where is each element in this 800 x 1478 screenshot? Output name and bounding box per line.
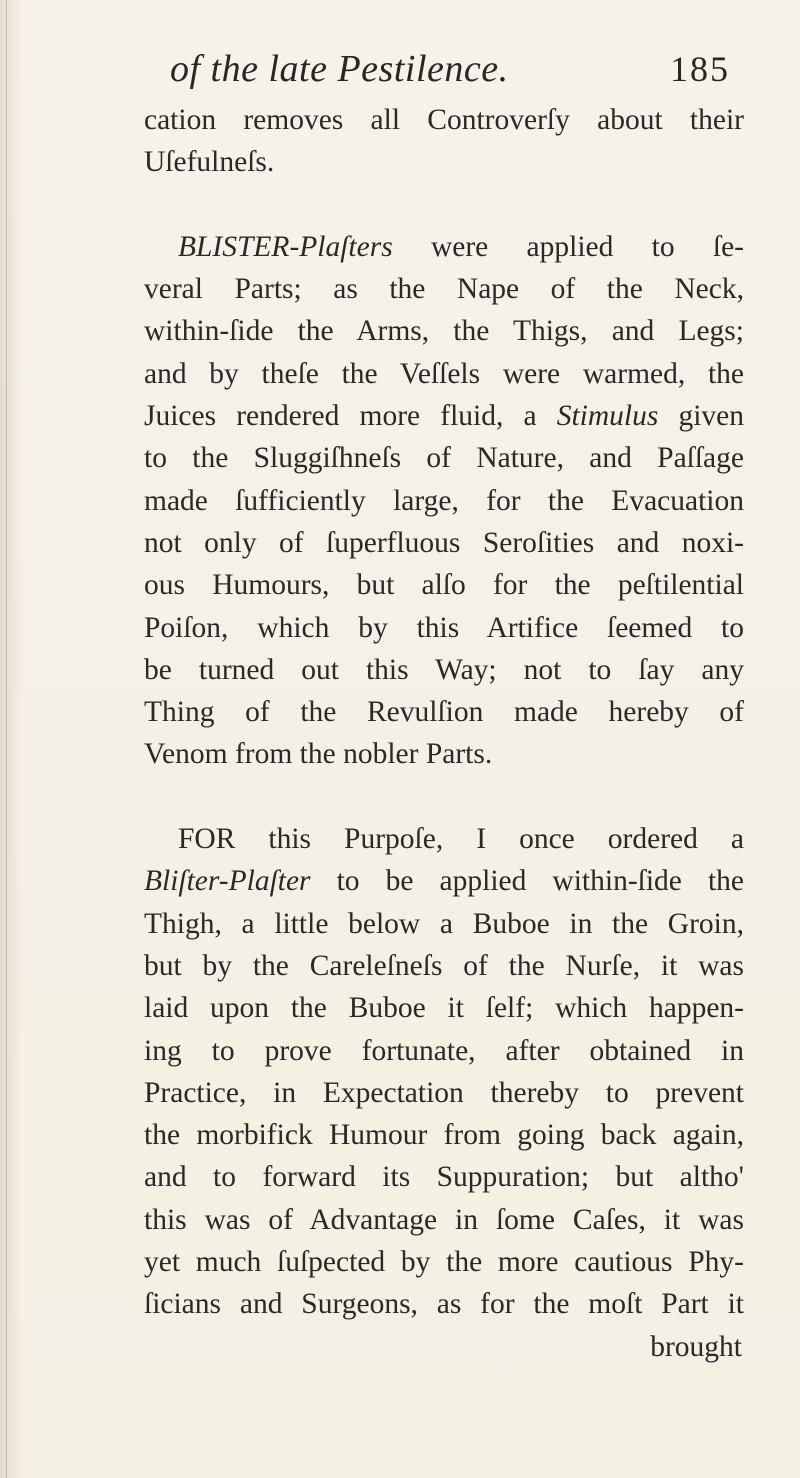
text-line: and to forward its Suppuration; but altho' bbox=[144, 1161, 744, 1194]
text-line: cation removes all Controverſy about their bbox=[144, 104, 744, 136]
page-number: 185 bbox=[670, 49, 730, 89]
binding-edge bbox=[6, 0, 7, 1478]
text-line: Thigh, a little below a Buboe in the Groin, bbox=[144, 907, 744, 940]
text-line: not only of ſuperfluous Seroſities and noxi- bbox=[144, 526, 744, 559]
text-line: and by theſe the Veſſels were warmed, the bbox=[144, 357, 744, 390]
text-line: Venom from the nobler Parts. bbox=[144, 738, 493, 771]
text-line: laid upon the Buboe it ſelf; which happen- bbox=[144, 992, 744, 1025]
text-line: yet much ſuſpected by the more cautious Phy- bbox=[144, 1246, 744, 1279]
text-line: Bliſter-Plaſter to be applied within-ſide the bbox=[144, 865, 744, 898]
italic-term: Stimulus bbox=[556, 400, 659, 433]
text-line: but by the Careleſneſs of the Nurſe, it was bbox=[144, 949, 744, 982]
text-line: Thing of the Revulſion made hereby of bbox=[144, 696, 744, 729]
text-line: to the Sluggiſhneſs of Nature, and Paſſage bbox=[144, 442, 744, 475]
body-text bbox=[144, 99, 744, 1368]
text-line: this was of Advantage in ſome Caſes, it was bbox=[144, 1203, 744, 1236]
text-line: be turned out this Way; not to ſay any bbox=[144, 653, 744, 686]
text-line: Practice, in Expectation thereby to prevent bbox=[144, 1076, 744, 1109]
text-line: made ſufficiently large, for the Evacuation bbox=[144, 484, 744, 517]
catchword: brought bbox=[650, 1330, 742, 1363]
text-line: FOR this Purpoſe, I once ordered a bbox=[178, 823, 744, 856]
text-line: ing to prove fortunate, after obtained in bbox=[144, 1034, 744, 1067]
italic-term: BLISTER-Plaſters bbox=[178, 230, 393, 263]
text-line: Uſefulneſs. bbox=[144, 146, 275, 179]
text-line: BLISTER-Plaſters were applied to ſe- bbox=[178, 230, 744, 263]
page-header bbox=[170, 46, 730, 96]
running-title: of the late Pestilence. bbox=[170, 48, 509, 90]
italic-term: Bliſter-Plaſter bbox=[144, 865, 311, 898]
text-line: ſicians and Surgeons, as for the moſt Part it bbox=[144, 1288, 744, 1321]
text-line: Poiſon, which by this Artifice ſeemed to bbox=[144, 611, 744, 644]
text-line: ous Humours, but alſo for the peſtilential bbox=[144, 569, 744, 602]
text-line: Juices rendered more fluid, a Stimulus given bbox=[144, 400, 744, 433]
text-line: within-ſide the Arms, the Thigs, and Legs; bbox=[144, 315, 744, 348]
text-line: the morbifick Humour from going back again, bbox=[144, 1119, 744, 1152]
text-line: veral Parts; as the Nape of the Neck, bbox=[144, 273, 744, 306]
